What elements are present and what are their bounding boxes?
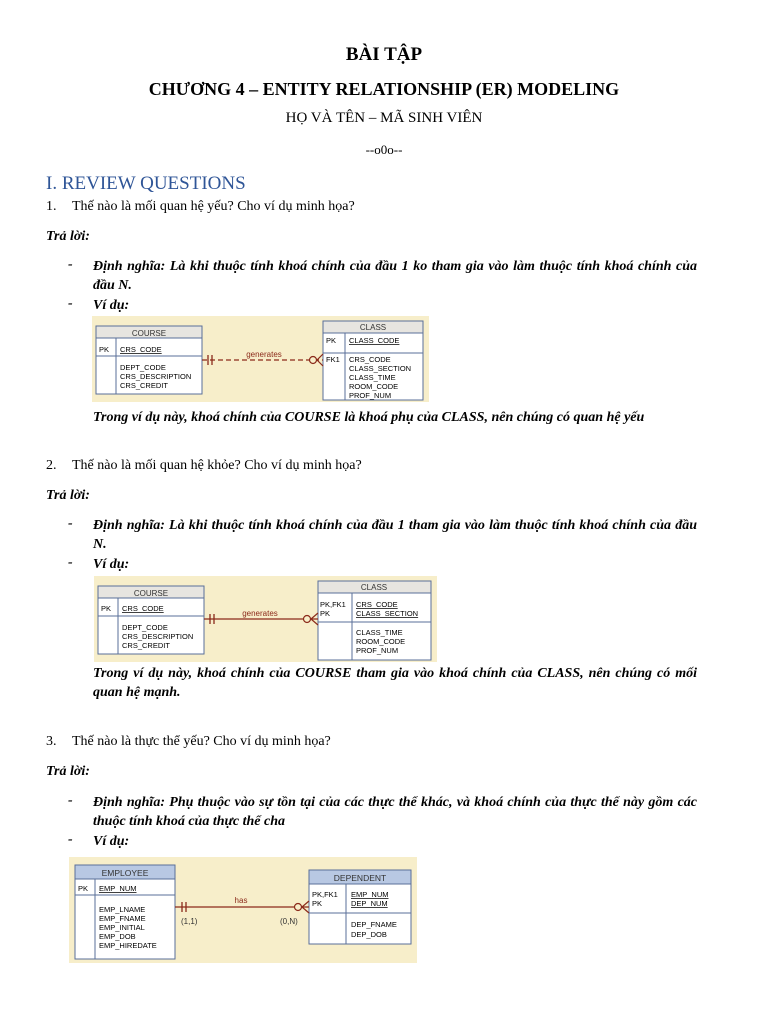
attribute: ROOM_CODE	[349, 382, 399, 391]
attribute: EMP_LNAME	[99, 905, 146, 914]
entity-name: CLASS	[360, 583, 388, 592]
answer-label: Trả lời:	[46, 229, 90, 244]
attribute: EMP_DOB	[99, 932, 136, 941]
question-text: Thế nào là mối quan hệ yếu? Cho ví dụ minh họa?	[72, 199, 355, 214]
attribute: CLASS_TIME	[349, 373, 396, 382]
attribute: ROOM_CODE	[356, 637, 406, 646]
attribute: DEPT_CODE	[122, 623, 168, 632]
entity-name: EMPLOYEE	[101, 868, 149, 878]
attribute: CRS_CREDIT	[120, 381, 168, 390]
key-label: PK	[326, 336, 337, 345]
attribute: CRS_CREDIT	[122, 641, 170, 650]
document-title: BÀI TẬP	[345, 44, 423, 65]
pk-attribute: CRS_CODE	[356, 600, 398, 609]
explanation-text: Trong ví dụ này, khoá chính của COURSE tham gia vào khoá chính của CLASS, nên chúng có mối quan hệ mạnh.	[93, 666, 697, 700]
entity-name: COURSE	[133, 589, 169, 598]
entity-name: COURSE	[131, 329, 167, 338]
attribute: DEP_DOB	[351, 930, 387, 939]
pk-attribute: DEP_NUM	[351, 899, 388, 908]
attribute: PROF_NUM	[349, 391, 392, 400]
entity-name: CLASS	[359, 323, 387, 332]
pk-attribute: CLASS_SECTION	[356, 609, 419, 618]
attribute: DEPT_CODE	[120, 363, 166, 372]
question-text: Thế nào là thực thể yếu? Cho ví dụ minh họa?	[72, 734, 331, 749]
chapter-title: CHƯƠNG 4 – ENTITY RELATIONSHIP (ER) MODELING	[148, 79, 620, 99]
attribute: EMP_FNAME	[99, 914, 146, 923]
explanation-text: Trong ví dụ này, khoá chính của COURSE là khoá phụ của CLASS, nên chúng có quan hệ yếu	[93, 410, 645, 425]
question-number: 2.	[46, 458, 57, 473]
attribute: CRS_DESCRIPTION	[122, 632, 194, 641]
relationship-label: generates	[242, 609, 278, 618]
er-diagram-weak-relationship	[92, 316, 429, 402]
question-number: 3.	[46, 734, 57, 749]
student-line: HỌ VÀ TÊN – MÃ SINH VIÊN	[285, 110, 483, 126]
question-1	[46, 199, 355, 215]
key-label: PK,FK1	[312, 890, 338, 899]
key-label: PK	[312, 899, 323, 908]
key-label: PK	[101, 604, 112, 613]
er-diagram-strong-relationship	[94, 576, 437, 662]
key-label: PK,FK1	[320, 600, 346, 609]
key-label: FK1	[326, 355, 340, 364]
er-diagram-weak-entity	[69, 857, 417, 963]
question-number: 1.	[46, 199, 57, 214]
relationship-label: has	[234, 896, 248, 905]
attribute: CRS_DESCRIPTION	[120, 372, 192, 381]
cardinality-label: (1,1)	[181, 917, 198, 926]
pk-attribute: CRS_CODE	[120, 345, 162, 354]
answer-label: Trả lời:	[46, 764, 90, 779]
key-label: PK	[78, 884, 89, 893]
entity-name: DEPENDENT	[333, 873, 387, 883]
section-heading: I. REVIEW QUESTIONS	[46, 173, 246, 194]
separator: --o0o--	[365, 142, 403, 157]
definition-text: Định nghĩa: Phụ thuộc vào sự tồn tại của các thực thể khác, và khoá chính của thực thể này gồm các thuộc tính khoá của thực thể cha	[93, 795, 697, 829]
attribute: DEP_FNAME	[351, 920, 397, 929]
key-label: PK	[320, 609, 331, 618]
example-label: Ví dụ:	[93, 298, 130, 313]
attribute: CLASS_SECTION	[349, 364, 412, 373]
example-label: Ví dụ:	[93, 557, 130, 572]
pk-attribute: EMP_NUM	[351, 890, 389, 899]
key-label: PK	[99, 345, 110, 354]
question-2	[46, 458, 362, 474]
question-text: Thế nào là mối quan hệ khỏe? Cho ví dụ minh họa?	[72, 458, 362, 473]
definition-text: Định nghĩa: Là khi thuộc tính khoá chính của đầu 1 ko tham gia vào làm thuộc tính khoá chính của đầu N.	[93, 259, 697, 293]
attribute: PROF_NUM	[356, 646, 399, 655]
attribute: EMP_INITIAL	[99, 923, 145, 932]
cardinality-label: (0,N)	[280, 917, 298, 926]
pk-attribute: CRS_CODE	[122, 604, 164, 613]
pk-attribute: EMP_NUM	[99, 884, 137, 893]
attribute: CRS_CODE	[349, 355, 391, 364]
attribute: EMP_HIREDATE	[99, 941, 157, 950]
example-label: Ví dụ:	[93, 834, 130, 849]
attribute: CLASS_TIME	[356, 628, 403, 637]
relationship-label: generates	[246, 350, 282, 359]
answer-label: Trả lời:	[46, 488, 90, 503]
definition-text: Định nghĩa: Là khi thuộc tính khoá chính của đầu 1 tham gia vào làm thuộc tính khoá chính của đầu N.	[93, 518, 697, 552]
pk-attribute: CLASS_CODE	[349, 336, 400, 345]
question-3	[46, 734, 331, 750]
